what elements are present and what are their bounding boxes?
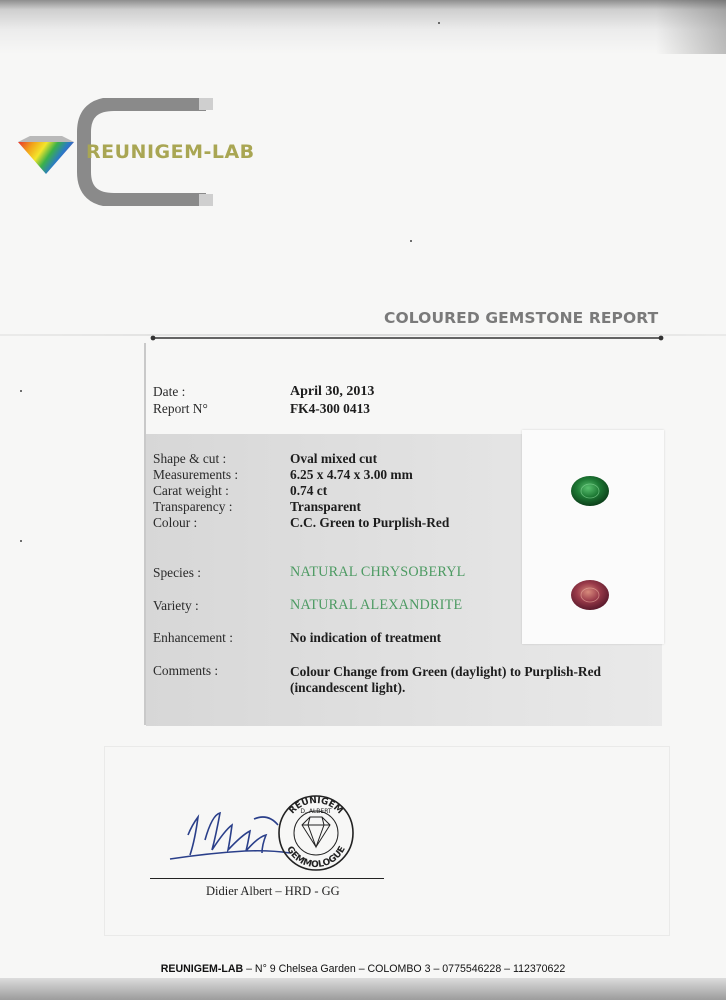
stamp-top-text: REUNIGEM: [287, 795, 345, 817]
shape-cut-label: Shape & cut :: [153, 451, 227, 466]
signature-and-stamp: [150, 795, 385, 885]
report-title: COLOURED GEMSTONE REPORT: [384, 309, 659, 327]
report-number-label: Report N°: [153, 401, 208, 416]
svg-text:GEMMOLOGUE: [284, 845, 348, 870]
enhancement-value: No indication of treatment: [290, 630, 442, 645]
colour-label: Colour :: [153, 515, 198, 530]
enhancement-label: Enhancement :: [153, 630, 233, 645]
red-gem-photo: [569, 578, 611, 612]
report-number-value: FK4-300 0413: [290, 401, 370, 416]
measurements-value: 6.25 x 4.74 x 3.00 mm: [290, 467, 413, 482]
measurements-label: Measurements :: [153, 467, 239, 482]
scan-speck: [410, 240, 412, 242]
comments-line-1: Colour Change from Green (daylight) to Purplish-Red: [290, 664, 601, 679]
footer-company: REUNIGEM-LAB: [160, 963, 244, 975]
scan-speck: [20, 390, 22, 392]
signature-line: [150, 878, 384, 879]
shape-cut-value: Oval mixed cut: [290, 451, 378, 466]
scan-speck: [20, 540, 22, 542]
carat-weight-value: 0.74 ct: [290, 483, 328, 498]
stamp-mid-text: D. ALBERT: [300, 808, 332, 815]
variety-label: Variety :: [153, 598, 199, 613]
species-label: Species :: [153, 565, 201, 580]
comments-line-2: (incandescent light).: [290, 680, 406, 695]
scan-shadow: [656, 0, 726, 54]
footer-address: – N° 9 Chelsea Garden – COLOMBO 3 – 0775546228 – 112370622: [243, 963, 566, 975]
transparency-value: Transparent: [290, 499, 361, 514]
scan-bottom-edge: [0, 978, 726, 1000]
scan-top-edge: [0, 0, 726, 54]
stamp-bottom-text: GEMMOLOGUE: [284, 844, 348, 871]
title-divider: [150, 333, 664, 343]
date-label: Date :: [153, 384, 186, 399]
species-value: NATURAL CHRYSOBERYL: [290, 564, 466, 580]
transparency-label: Transparency :: [153, 499, 233, 514]
comments-label: Comments :: [153, 663, 219, 678]
green-gem-photo: [569, 474, 611, 508]
colour-value: C.C. Green to Purplish-Red: [290, 515, 450, 530]
company-logo: [16, 98, 306, 210]
date-value: April 30, 2013: [290, 384, 375, 399]
signatory-name: Didier Albert – HRD - GG: [206, 884, 340, 898]
carat-weight-label: Carat weight :: [153, 483, 229, 498]
variety-value: NATURAL ALEXANDRITE: [290, 597, 463, 613]
gem-photo-panel: [522, 430, 664, 644]
footer: [0, 963, 726, 975]
rainbow-gem-icon: [16, 134, 76, 176]
logo-text: REUNIGEM-LAB: [86, 141, 255, 163]
scan-speck: [438, 22, 440, 24]
